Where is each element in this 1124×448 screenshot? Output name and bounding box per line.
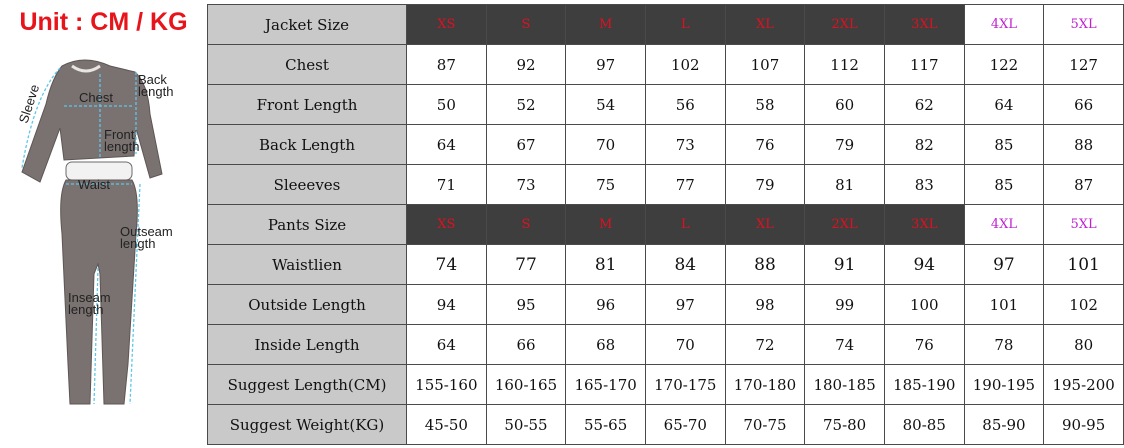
table-cell: 102 — [1044, 285, 1124, 325]
table-row — [208, 125, 1124, 165]
table-cell: 97 — [645, 285, 725, 325]
table-row — [208, 45, 1124, 85]
front-label: Front — [104, 127, 135, 142]
size-header-cell: M — [566, 5, 646, 45]
table-cell: 88 — [1044, 125, 1124, 165]
pants-size-header-row-label: Pants Size — [208, 205, 407, 245]
table-cell: 102 — [645, 45, 725, 85]
table-cell: 97 — [566, 45, 646, 85]
table-cell: 60 — [805, 85, 885, 125]
size-header-cell: XS — [407, 205, 487, 245]
table-cell: 84 — [645, 245, 725, 285]
size-header-cell: S — [486, 5, 566, 45]
table-cell: 81 — [566, 245, 646, 285]
table-cell: 75-80 — [805, 405, 885, 445]
table-cell: 70-75 — [725, 405, 805, 445]
table-cell: 85-90 — [964, 405, 1044, 445]
size-header-cell: 3XL — [884, 5, 964, 45]
table-cell: 74 — [805, 325, 885, 365]
table-cell: 74 — [407, 245, 487, 285]
outseam-length-label: length — [120, 236, 156, 251]
chest-label: Chest — [79, 90, 113, 105]
table-cell: 165-170 — [566, 365, 646, 405]
table-cell: 76 — [884, 325, 964, 365]
table-cell: 75 — [566, 165, 646, 205]
table-cell: 66 — [1044, 85, 1124, 125]
size-header-cell: XL — [725, 5, 805, 45]
table-cell: 78 — [964, 325, 1044, 365]
table-cell: 80 — [1044, 325, 1124, 365]
table-cell: 88 — [725, 245, 805, 285]
size-header-cell: M — [566, 205, 646, 245]
table-cell: 79 — [725, 165, 805, 205]
jacket-size-header-row — [208, 5, 1124, 45]
table-cell: 77 — [645, 165, 725, 205]
table-cell: 98 — [725, 285, 805, 325]
row-label: Waistlien — [208, 245, 407, 285]
size-header-cell: 4XL — [964, 205, 1044, 245]
table-cell: 52 — [486, 85, 566, 125]
table-cell: 96 — [566, 285, 646, 325]
table-cell: 90-95 — [1044, 405, 1124, 445]
table-cell: 190-195 — [964, 365, 1044, 405]
table-cell: 91 — [805, 245, 885, 285]
table-cell: 180-185 — [805, 365, 885, 405]
table-cell: 127 — [1044, 45, 1124, 85]
table-row — [208, 85, 1124, 125]
table-cell: 122 — [964, 45, 1044, 85]
table-cell: 94 — [407, 285, 487, 325]
table-cell: 77 — [486, 245, 566, 285]
table-cell: 87 — [407, 45, 487, 85]
size-header-cell: 3XL — [884, 205, 964, 245]
table-cell: 100 — [884, 285, 964, 325]
size-header-cell: 5XL — [1044, 5, 1124, 45]
row-label: Back Length — [208, 125, 407, 165]
table-cell: 70 — [566, 125, 646, 165]
size-header-cell: S — [486, 205, 566, 245]
table-cell: 160-165 — [486, 365, 566, 405]
row-label: Suggest Length(CM) — [208, 365, 407, 405]
size-header-cell: 2XL — [805, 5, 885, 45]
table-cell: 58 — [725, 85, 805, 125]
table-cell: 81 — [805, 165, 885, 205]
table-cell: 80-85 — [884, 405, 964, 445]
table-cell: 170-175 — [645, 365, 725, 405]
unit-label: Unit : CM / KG — [19, 7, 188, 36]
table-cell: 64 — [964, 85, 1044, 125]
jacket-size-header-row-label: Jacket Size — [208, 5, 407, 45]
size-header-cell: L — [645, 5, 725, 45]
table-cell: 107 — [725, 45, 805, 85]
row-label: Front Length — [208, 85, 407, 125]
table-cell: 76 — [725, 125, 805, 165]
sleeve-label: Sleeve — [15, 82, 43, 126]
table-cell: 79 — [805, 125, 885, 165]
back-label: Back — [138, 72, 167, 87]
table-cell: 87 — [1044, 165, 1124, 205]
inseam-label: Inseam — [68, 290, 111, 305]
table-cell: 73 — [645, 125, 725, 165]
table-row — [208, 245, 1124, 285]
size-header-cell: XL — [725, 205, 805, 245]
table-cell: 64 — [407, 325, 487, 365]
row-label: Inside Length — [208, 325, 407, 365]
cycling-suit-diagram-icon — [0, 44, 207, 446]
table-cell: 62 — [884, 85, 964, 125]
table-row — [208, 405, 1124, 445]
table-cell: 64 — [407, 125, 487, 165]
table-cell: 50-55 — [486, 405, 566, 445]
table-cell: 95 — [486, 285, 566, 325]
table-cell: 65-70 — [645, 405, 725, 445]
table-cell: 71 — [407, 165, 487, 205]
table-cell: 56 — [645, 85, 725, 125]
table-cell: 72 — [725, 325, 805, 365]
table-cell: 54 — [566, 85, 646, 125]
table-cell: 101 — [1044, 245, 1124, 285]
table-cell: 155-160 — [407, 365, 487, 405]
outseam-label: Outseam — [120, 224, 173, 239]
table-cell: 73 — [486, 165, 566, 205]
table-row — [208, 285, 1124, 325]
table-cell: 50 — [407, 85, 487, 125]
back-length-label: length — [138, 84, 174, 99]
table-cell: 85 — [964, 165, 1044, 205]
size-header-cell: L — [645, 205, 725, 245]
size-chart-table — [207, 4, 1124, 445]
table-cell: 94 — [884, 245, 964, 285]
table-row — [208, 165, 1124, 205]
size-diagram — [0, 44, 207, 446]
table-cell: 85 — [964, 125, 1044, 165]
row-label: Chest — [208, 45, 407, 85]
table-cell: 92 — [486, 45, 566, 85]
size-header-cell: XS — [407, 5, 487, 45]
table-cell: 101 — [964, 285, 1044, 325]
table-cell: 112 — [805, 45, 885, 85]
table-row — [208, 325, 1124, 365]
table-cell: 83 — [884, 165, 964, 205]
size-header-cell: 5XL — [1044, 205, 1124, 245]
table-cell: 170-180 — [725, 365, 805, 405]
table-cell: 66 — [486, 325, 566, 365]
table-cell: 67 — [486, 125, 566, 165]
table-cell: 82 — [884, 125, 964, 165]
table-cell: 117 — [884, 45, 964, 85]
row-label: Sleeeves — [208, 165, 407, 205]
table-cell: 45-50 — [407, 405, 487, 445]
pants-size-header-row — [208, 205, 1124, 245]
size-header-cell: 2XL — [805, 205, 885, 245]
waist-label: Waist — [78, 177, 111, 192]
table-cell: 99 — [805, 285, 885, 325]
table-cell: 195-200 — [1044, 365, 1124, 405]
table-cell: 70 — [645, 325, 725, 365]
table-cell: 97 — [964, 245, 1044, 285]
table-cell: 185-190 — [884, 365, 964, 405]
row-label: Outside Length — [208, 285, 407, 325]
table-cell: 55-65 — [566, 405, 646, 445]
front-length-label: length — [104, 139, 140, 154]
size-header-cell: 4XL — [964, 5, 1044, 45]
table-row — [208, 365, 1124, 405]
row-label: Suggest Weight(KG) — [208, 405, 407, 445]
table-cell: 68 — [566, 325, 646, 365]
inseam-length-label: length — [68, 302, 104, 317]
